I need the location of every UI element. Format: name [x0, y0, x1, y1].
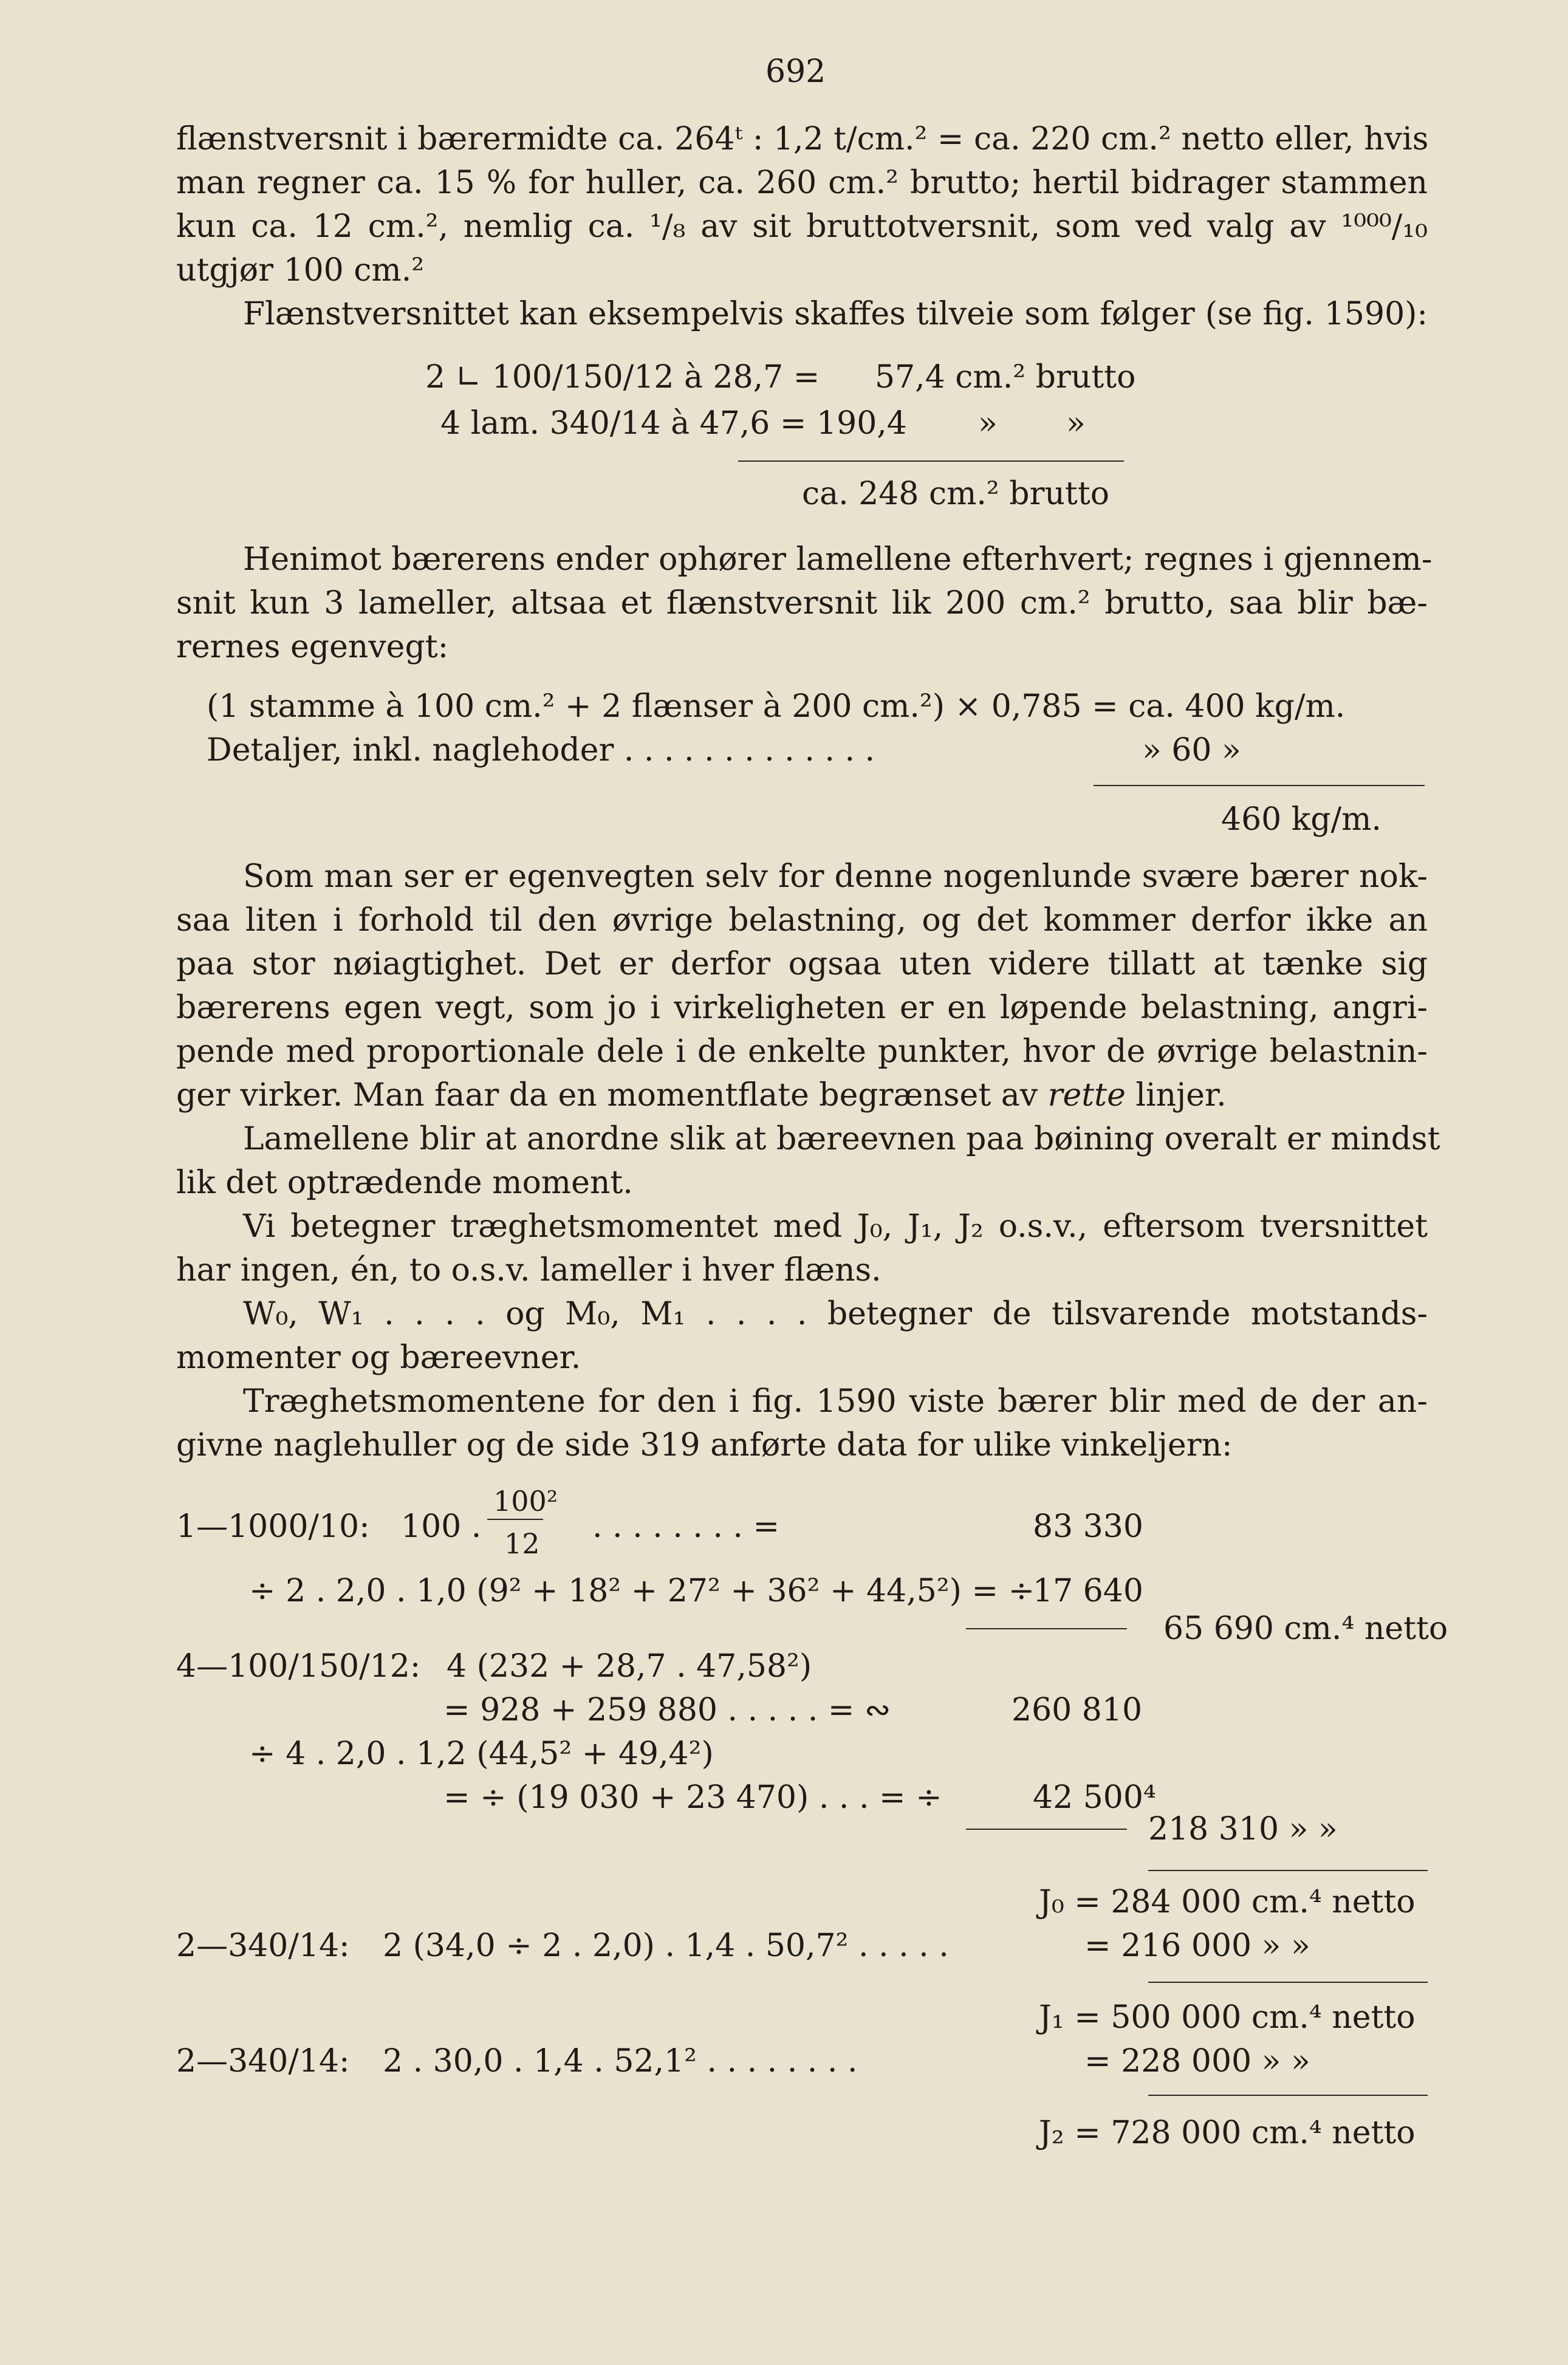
section1-row1-value: 57,4 cm.² brutto — [875, 359, 1136, 395]
calc-subtotal: 65 690 cm.⁴ netto — [1163, 1610, 1448, 1647]
text-line: Henimot bærerens ender ophører lamellene efterhvert; regnes i gjennem- — [243, 541, 1433, 578]
fraction-numerator: 100² — [493, 1485, 558, 1518]
calc-dots: . . . . . . . . = — [592, 1508, 780, 1545]
calc-expr: 4 (232 + 28,7 . 47,58²) — [447, 1648, 812, 1685]
text-line: bærerens egen vegt, som jo i virkeligheten er en løpende belastning, angri- — [176, 990, 1428, 1026]
text-line: Som man ser er egenvegten selv for denne nogenlunde svære bærer nok- — [243, 858, 1428, 895]
fraction-denominator: 12 — [504, 1527, 540, 1560]
j0-total: J₀ = 284 000 cm.⁴ netto — [1039, 1884, 1416, 1920]
j1-total: J₁ = 500 000 cm.⁴ netto — [1039, 1999, 1416, 2036]
section1-row2-ditto: » — [1066, 405, 1086, 442]
sum-rule — [966, 1829, 1127, 1830]
text-line: pende med proportionale dele i de enkelte punkter, hvor de øvrige belastnin- — [176, 1033, 1428, 1070]
sum-rule — [1148, 1982, 1428, 1983]
sum-rule — [966, 1628, 1127, 1629]
fraction-bar — [487, 1519, 543, 1520]
section1-total: ca. 248 cm.² brutto — [802, 476, 1110, 512]
calc-subtotal: = 228 000 » » — [1084, 2043, 1310, 2079]
text-line: rernes egenvegt: — [176, 629, 449, 665]
text-line: har ingen, én, to o.s.v. lameller i hver flæns. — [176, 1252, 882, 1289]
weight-row1: (1 stamme à 100 cm.² + 2 flænser à 200 cm.²) × 0,785 = ca. 400 kg/m. — [207, 688, 1346, 725]
weight-row2-value: » 60 » — [1142, 732, 1241, 768]
calc-expr: 2 . 30,0 . 1,4 . 52,1² . . . . . . . . — [383, 2043, 858, 2079]
sum-rule — [1148, 1870, 1428, 1871]
calc-subtotal: = 216 000 » » — [1084, 1928, 1310, 1964]
calc-expr: 2 (34,0 ÷ 2 . 2,0) . 1,4 . 50,7² . . . . . — [383, 1928, 949, 1964]
calc-value: 260 810 — [1012, 1692, 1143, 1728]
section1-row2-ditto: » — [978, 405, 998, 442]
calc-label: 2—340/14: — [176, 1928, 350, 1964]
text-line: givne naglehuller og de side 319 anførte data for ulike vinkeljern: — [176, 1427, 1233, 1463]
text-line: flænstversnit i bærermidte ca. 264ᵗ : 1,2 t/cm.² = ca. 220 cm.² netto eller, hvis — [176, 121, 1429, 157]
calc-label: 4—100/150/12: — [176, 1648, 421, 1685]
italic-word: rette — [1047, 1077, 1126, 1114]
calc-value: 83 330 — [1033, 1508, 1143, 1545]
text-line: saa liten i forhold til den øvrige belastning, og det kommer derfor ikke an — [176, 902, 1428, 939]
text-line: man regner ca. 15 % for huller, ca. 260 cm.² brutto; hertil bidrager stammen — [176, 165, 1428, 201]
text-run: linjer. — [1135, 1077, 1227, 1114]
section1-row2-label: 4 lam. 340/14 à 47,6 = 190,4 — [440, 405, 907, 442]
calc-expr: ÷ 4 . 2,0 . 1,2 (44,5² + 49,4²) — [249, 1736, 714, 1772]
calc-label: 2—340/14: — [176, 2043, 350, 2079]
calc-value: 42 500⁴ — [1033, 1779, 1156, 1816]
calc-value: 17 640 — [1033, 1573, 1143, 1609]
text-line: paa stor nøiagtighet. Det er derfor ogsaa uten videre tillatt at tænke sig — [176, 946, 1428, 982]
text-line: Flænstversnittet kan eksempelvis skaffes tilveie som følger (se fig. 1590): — [243, 296, 1428, 332]
text-line: W₀, W₁ . . . . og M₀, M₁ . . . . betegner de tilsvarende motstands- — [243, 1296, 1428, 1332]
calc-expr: = ÷ (19 030 + 23 470) . . . = ÷ — [443, 1779, 942, 1816]
calc-expr: 100 . — [401, 1508, 482, 1545]
text-line: Lamellene blir at anordne slik at bæreevnen paa bøining overalt er mindst — [243, 1121, 1440, 1157]
text-line: Vi betegner træghetsmomentet med J₀, J₁, J₂ o.s.v., eftersom tversnittet — [243, 1208, 1428, 1245]
sum-rule — [1094, 785, 1425, 786]
text-line: snit kun 3 lameller, altsaa et flænstversnit lik 200 cm.² brutto, saa blir bæ- — [176, 585, 1428, 621]
page-number: 692 — [765, 53, 826, 90]
sum-rule — [1148, 2095, 1428, 2096]
calc-expr: ÷ 2 . 2,0 . 1,0 (9² + 18² + 27² + 36² + 44,5²) = ÷ — [249, 1573, 1035, 1609]
text-run: ger virker. Man faar da en momentflate begrænset av — [176, 1077, 1038, 1114]
sum-rule — [738, 460, 1124, 462]
calc-expr: = 928 + 259 880 . . . . . = ∾ — [443, 1692, 891, 1728]
text-line: momenter og bæreevner. — [176, 1340, 581, 1376]
calc-label: 1—1000/10: — [176, 1508, 370, 1545]
text-line — [176, 1076, 1227, 1114]
text-line: utgjør 100 cm.² — [176, 252, 425, 289]
text-line: lik det optrædende moment. — [176, 1165, 633, 1201]
text-line: Træghetsmomentene for den i fig. 1590 viste bærer blir med de der an- — [243, 1383, 1428, 1420]
calc-subtotal: 218 310 » » — [1148, 1811, 1338, 1847]
text-line: kun ca. 12 cm.², nemlig ca. ¹/₈ av sit bruttotversnit, som ved valg av ¹⁰⁰⁰/₁₀ — [176, 208, 1428, 245]
j2-total: J₂ = 728 000 cm.⁴ netto — [1039, 2115, 1416, 2151]
section1-row1-label: 2 ∟ 100/150/12 à 28,7 = — [425, 359, 820, 395]
weight-total: 460 kg/m. — [1221, 801, 1381, 838]
weight-row2-label: Detaljer, inkl. naglehoder . . . . . . . . . . . . . — [207, 732, 875, 768]
